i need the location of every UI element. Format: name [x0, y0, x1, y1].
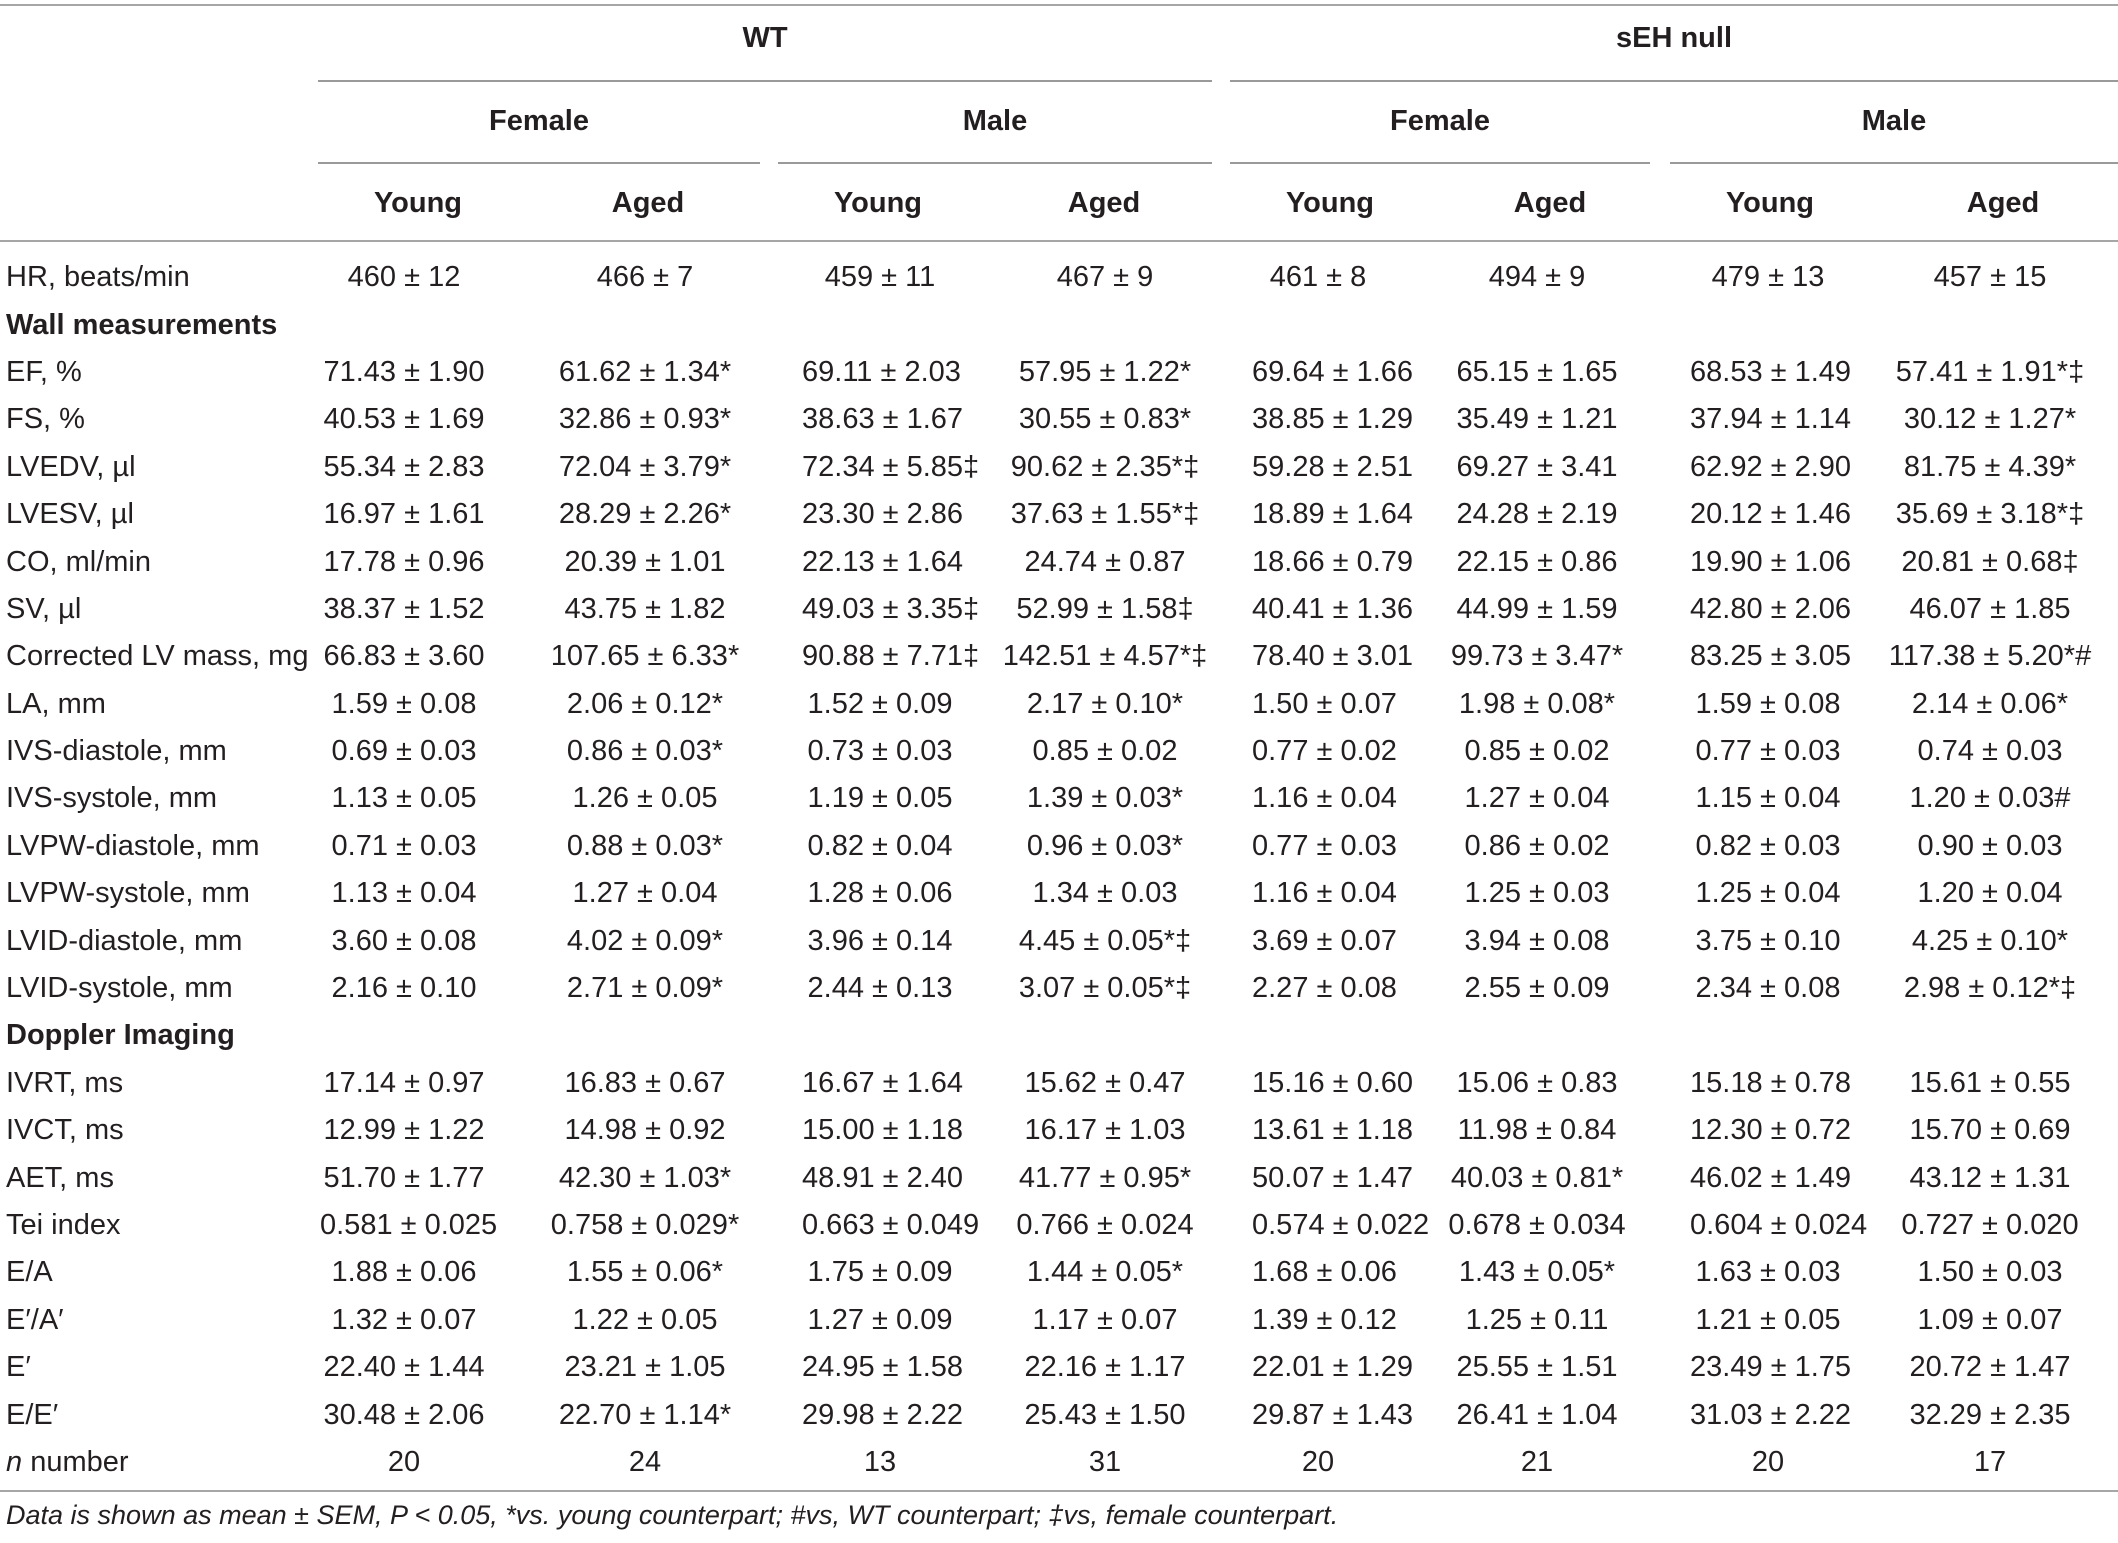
table-cell: 40.53 ± 1.69 — [323, 403, 485, 436]
row-label: CO, ml/min — [6, 545, 151, 578]
table-row — [0, 870, 2118, 917]
table-cell: 0.678 ± 0.034 — [1448, 1209, 1626, 1241]
section-heading: Wall measurements — [6, 308, 278, 341]
table-cell: 0.77 ± 0.03 — [1252, 829, 1397, 862]
table-cell: 20 — [1751, 1445, 1785, 1478]
table-cell: 23.21 ± 1.05 — [564, 1351, 726, 1384]
table-cell: 1.50 ± 0.03 — [1917, 1256, 2063, 1289]
table-cell: 107.65 ± 6.33* — [550, 640, 740, 673]
table-cell: 69.64 ± 1.66 — [1252, 355, 1414, 388]
table-cell: 2.44 ± 0.13 — [807, 972, 953, 1005]
table-row — [0, 917, 2118, 964]
table-cell: 69.11 ± 2.03 — [802, 355, 961, 388]
table-cell: 4.02 ± 0.09* — [566, 924, 724, 957]
table-cell: 38.63 ± 1.67 — [802, 403, 964, 436]
table-cell: 0.727 ± 0.020 — [1901, 1209, 2079, 1241]
age-header: Young — [373, 187, 463, 219]
table-row — [0, 1297, 2118, 1344]
table-cell: 22.13 ± 1.64 — [802, 545, 964, 578]
table-cell: 38.37 ± 1.52 — [323, 592, 485, 625]
row-label: IVS-systole, mm — [6, 782, 218, 815]
top-rule — [0, 4, 2118, 6]
sex-rule-wt-female — [318, 162, 760, 164]
table-cell: 467 ± 9 — [1056, 261, 1154, 294]
row-label: Tei index — [6, 1209, 121, 1241]
table-cell: 22.70 ± 1.14* — [558, 1398, 732, 1431]
table-cell: 0.69 ± 0.03 — [331, 735, 477, 768]
row-label: LVID-systole, mm — [6, 972, 233, 1005]
table-cell: 72.34 ± 5.85‡ — [802, 450, 980, 483]
row-label: FS, % — [6, 403, 85, 436]
table-cell: 0.74 ± 0.03 — [1917, 735, 2063, 768]
table-cell: 68.53 ± 1.49 — [1690, 355, 1852, 388]
section-heading: Doppler Imaging — [6, 1019, 235, 1052]
table-cell: 1.55 ± 0.06* — [566, 1256, 724, 1289]
table-cell: 0.766 ± 0.024 — [1016, 1209, 1194, 1241]
table-cell: 19.90 ± 1.06 — [1690, 545, 1852, 578]
table-row — [0, 349, 2118, 396]
table-cell: 29.87 ± 1.43 — [1252, 1398, 1414, 1431]
table-cell: 43.12 ± 1.31 — [1909, 1161, 2071, 1194]
table-cell: 0.77 ± 0.02 — [1252, 735, 1397, 768]
table-cell: 1.20 ± 0.04 — [1917, 877, 2063, 910]
row-label: E′/A′ — [6, 1303, 64, 1336]
section-spacer — [320, 1012, 2118, 1059]
table-cell: 1.50 ± 0.07 — [1252, 687, 1397, 720]
table-cell: 1.75 ± 0.09 — [807, 1256, 953, 1289]
table-cell: 1.39 ± 0.03* — [1026, 782, 1184, 815]
sex-rule-wt-male — [778, 162, 1212, 164]
table-cell: 46.07 ± 1.85 — [1909, 592, 2071, 625]
table-cell: 20.12 ± 1.46 — [1690, 498, 1852, 531]
table-cell: 494 ± 9 — [1488, 261, 1586, 294]
table-row — [0, 633, 2118, 680]
table-cell: 52.99 ± 1.58‡ — [1016, 592, 1194, 625]
table-cell: 2.06 ± 0.12* — [566, 687, 724, 720]
row-label: LVPW-systole, mm — [6, 877, 250, 910]
row-label: IVS-diastole, mm — [6, 735, 227, 768]
table-row — [0, 728, 2118, 775]
table-cell: 18.89 ± 1.64 — [1252, 498, 1414, 531]
table-cell: 1.22 ± 0.05 — [572, 1303, 718, 1336]
table-row — [0, 965, 2118, 1012]
table-cell: 0.758 ± 0.029* — [550, 1209, 740, 1241]
row-label: LA, mm — [6, 687, 106, 720]
table-cell: 61.62 ± 1.34* — [558, 355, 732, 388]
table-cell: 2.14 ± 0.06* — [1911, 687, 2069, 720]
table-cell: 1.28 ± 0.06 — [807, 877, 953, 910]
table-cell: 23.30 ± 2.86 — [802, 498, 964, 531]
table-cell: 1.19 ± 0.05 — [807, 782, 953, 815]
table-cell: 55.34 ± 2.83 — [323, 450, 485, 483]
table-cell: 40.41 ± 1.36 — [1252, 592, 1414, 625]
age-header: Young — [1285, 187, 1375, 219]
table-cell: 20.72 ± 1.47 — [1909, 1351, 2071, 1384]
table-row — [0, 1107, 2118, 1154]
table-cell: 90.88 ± 7.71‡ — [802, 640, 980, 673]
age-header: Aged — [1513, 187, 1587, 219]
table-cell: 21 — [1520, 1445, 1554, 1478]
section-row — [0, 301, 2118, 348]
table-cell: 15.16 ± 0.60 — [1252, 1066, 1414, 1099]
row-label: E/E′ — [6, 1398, 59, 1431]
table-cell: 1.43 ± 0.05* — [1458, 1256, 1616, 1289]
table-cell: 1.21 ± 0.05 — [1695, 1303, 1841, 1336]
table-cell: 2.27 ± 0.08 — [1252, 972, 1397, 1005]
row-label — [0, 1439, 320, 1486]
section-row — [0, 1012, 2118, 1059]
table-cell: 24 — [628, 1445, 662, 1478]
table-cell: 66.83 ± 3.60 — [323, 640, 485, 673]
table-cell: 44.99 ± 1.59 — [1456, 592, 1618, 625]
table-footnote: Data is shown as mean ± SEM, P < 0.05, *vs. young counterpart; #vs, WT counterpart; ‡vs, female counterpart. — [6, 1500, 1339, 1530]
table-cell: 0.85 ± 0.02 — [1464, 735, 1610, 768]
table-cell: 32.29 ± 2.35 — [1909, 1398, 2071, 1431]
table-cell: 37.94 ± 1.14 — [1690, 403, 1852, 436]
table-cell: 15.70 ± 0.69 — [1909, 1114, 2071, 1147]
table-row — [0, 1202, 2118, 1249]
table-row — [0, 1391, 2118, 1438]
table-cell: 1.59 ± 0.08 — [331, 687, 477, 720]
table-cell: 2.17 ± 0.10* — [1026, 687, 1184, 720]
table-cell: 57.41 ± 1.91*‡ — [1895, 355, 2085, 388]
table-cell: 15.18 ± 0.78 — [1690, 1066, 1852, 1099]
table-cell: 48.91 ± 2.40 — [802, 1161, 964, 1194]
table-cell: 1.09 ± 0.07 — [1917, 1303, 2063, 1336]
sex-header-seh-female: Female — [1390, 105, 1490, 137]
table-cell: 18.66 ± 0.79 — [1252, 545, 1414, 578]
row-label: LVEDV, µl — [6, 450, 136, 483]
table-cell: 1.13 ± 0.05 — [331, 782, 477, 815]
table-row — [0, 586, 2118, 633]
table-cell: 117.38 ± 5.20*# — [1888, 640, 2092, 673]
table-cell: 72.04 ± 3.79* — [558, 450, 732, 483]
table-cell: 25.43 ± 1.50 — [1024, 1398, 1186, 1431]
table-cell: 0.581 ± 0.025 — [320, 1209, 498, 1241]
row-label: SV, µl — [6, 592, 82, 625]
table-cell: 3.69 ± 0.07 — [1252, 924, 1397, 957]
row-label: LVESV, µl — [6, 498, 134, 531]
table-cell: 466 ± 7 — [596, 261, 694, 294]
table-cell: 1.26 ± 0.05 — [572, 782, 718, 815]
table-cell: 25.55 ± 1.51 — [1456, 1351, 1618, 1384]
row-label-italic: n — [6, 1445, 23, 1478]
table-row — [0, 538, 2118, 585]
table-cell: 1.63 ± 0.03 — [1695, 1256, 1841, 1289]
group-header-seh-null: sEH null — [1615, 22, 1732, 54]
table-cell: 0.604 ± 0.024 — [1690, 1209, 1868, 1241]
table-cell: 17 — [1973, 1445, 2007, 1478]
table-cell: 1.88 ± 0.06 — [331, 1256, 477, 1289]
table-cell: 1.39 ± 0.12 — [1252, 1303, 1397, 1336]
table-cell: 2.16 ± 0.10 — [331, 972, 477, 1005]
table-cell: 0.663 ± 0.049 — [802, 1209, 980, 1241]
table-cell: 0.77 ± 0.03 — [1695, 735, 1841, 768]
table-cell: 1.25 ± 0.03 — [1464, 877, 1610, 910]
table-cell: 0.96 ± 0.03* — [1026, 829, 1184, 862]
group-rule-seh-null — [1230, 80, 2118, 82]
group-header-wt: WT — [742, 22, 788, 54]
table-cell: 3.60 ± 0.08 — [331, 924, 477, 957]
row-label: E/A — [6, 1256, 53, 1289]
table-cell: 2.71 ± 0.09* — [566, 972, 724, 1005]
table-cell: 457 ± 15 — [1933, 261, 2047, 294]
table-cell: 30.12 ± 1.27* — [1903, 403, 2077, 436]
table-cell: 22.15 ± 0.86 — [1456, 545, 1618, 578]
row-label: IVCT, ms — [6, 1114, 124, 1147]
table-cell: 26.41 ± 1.04 — [1456, 1398, 1618, 1431]
table-cell: 1.27 ± 0.09 — [807, 1303, 953, 1336]
table-row — [0, 823, 2118, 870]
table-cell: 15.00 ± 1.18 — [802, 1114, 964, 1147]
row-label-rest: number — [22, 1445, 129, 1478]
table-cell: 15.61 ± 0.55 — [1909, 1066, 2071, 1099]
header-bottom-rule — [0, 240, 2118, 242]
table-cell: 1.16 ± 0.04 — [1252, 877, 1397, 910]
table-row — [0, 775, 2118, 822]
table-cell: 0.574 ± 0.022 — [1252, 1209, 1430, 1241]
table-cell: 71.43 ± 1.90 — [323, 355, 485, 388]
table-cell: 22.01 ± 1.29 — [1252, 1351, 1414, 1384]
table-cell: 17.78 ± 0.96 — [323, 545, 485, 578]
table-cell: 1.98 ± 0.08* — [1458, 687, 1616, 720]
age-header: Aged — [611, 187, 685, 219]
table-cell: 0.88 ± 0.03* — [566, 829, 724, 862]
table-cell: 41.77 ± 0.95* — [1018, 1161, 1192, 1194]
row-label: HR, beats/min — [6, 261, 190, 294]
row-label: E′ — [6, 1351, 31, 1384]
table-cell: 2.34 ± 0.08 — [1695, 972, 1841, 1005]
table-row — [0, 396, 2118, 443]
table-cell: 20.39 ± 1.01 — [564, 545, 726, 578]
table-cell: 40.03 ± 0.81* — [1450, 1161, 1624, 1194]
table-cell: 0.90 ± 0.03 — [1917, 829, 2063, 862]
table-row — [0, 1439, 2118, 1486]
table-cell: 1.44 ± 0.05* — [1026, 1256, 1184, 1289]
table-row — [0, 681, 2118, 728]
table-cell: 0.82 ± 0.04 — [807, 829, 953, 862]
table-cell: 479 ± 13 — [1711, 261, 1825, 294]
table-cell: 16.67 ± 1.64 — [802, 1066, 964, 1099]
table-cell: 2.98 ± 0.12*‡ — [1903, 972, 2077, 1005]
table-cell: 83.25 ± 3.05 — [1690, 640, 1852, 673]
table-cell: 31 — [1088, 1445, 1122, 1478]
table-cell: 32.86 ± 0.93* — [558, 403, 732, 436]
table-cell: 1.27 ± 0.04 — [1464, 782, 1610, 815]
age-header: Young — [1725, 187, 1815, 219]
table-cell: 12.99 ± 1.22 — [323, 1114, 485, 1147]
table-cell: 1.17 ± 0.07 — [1032, 1303, 1178, 1336]
table-cell: 3.75 ± 0.10 — [1695, 924, 1841, 957]
table-cell: 30.48 ± 2.06 — [323, 1398, 485, 1431]
table-row — [0, 1249, 2118, 1296]
table-cell: 1.15 ± 0.04 — [1695, 782, 1841, 815]
sex-rule-seh-male — [1670, 162, 2118, 164]
table-cell: 28.29 ± 2.26* — [558, 498, 732, 531]
table-cell: 3.96 ± 0.14 — [807, 924, 953, 957]
table-cell: 29.98 ± 2.22 — [802, 1398, 964, 1431]
row-label: EF, % — [6, 355, 82, 388]
section-spacer — [320, 301, 2118, 348]
table-cell: 3.94 ± 0.08 — [1464, 924, 1610, 957]
table-cell: 59.28 ± 2.51 — [1252, 450, 1414, 483]
table-cell: 22.16 ± 1.17 — [1024, 1351, 1186, 1384]
table-cell: 51.70 ± 1.77 — [323, 1161, 485, 1194]
table-cell: 49.03 ± 3.35‡ — [802, 592, 980, 625]
table-cell: 38.85 ± 1.29 — [1252, 403, 1414, 436]
table-cell: 16.17 ± 1.03 — [1024, 1114, 1186, 1147]
table-cell: 35.49 ± 1.21 — [1456, 403, 1618, 436]
table-cell: 12.30 ± 0.72 — [1690, 1114, 1852, 1147]
sex-rule-seh-female — [1230, 162, 1650, 164]
table-cell: 1.59 ± 0.08 — [1695, 687, 1841, 720]
row-label: AET, ms — [6, 1161, 114, 1194]
table-cell: 15.06 ± 0.83 — [1456, 1066, 1618, 1099]
table-cell: 42.80 ± 2.06 — [1690, 592, 1852, 625]
table-cell: 62.92 ± 2.90 — [1690, 450, 1852, 483]
table-cell: 2.55 ± 0.09 — [1464, 972, 1610, 1005]
table-cell: 0.86 ± 0.02 — [1464, 829, 1610, 862]
table-cell: 1.68 ± 0.06 — [1252, 1256, 1397, 1289]
data-table — [0, 254, 2118, 1486]
table-cell: 90.62 ± 2.35*‡ — [1010, 450, 1200, 483]
table-cell: 4.25 ± 0.10* — [1911, 924, 2069, 957]
table-row — [0, 1060, 2118, 1107]
sex-header-wt-male: Male — [962, 105, 1028, 137]
table-cell: 0.86 ± 0.03* — [566, 735, 724, 768]
table-cell: 16.83 ± 0.67 — [564, 1066, 726, 1099]
age-header: Aged — [1067, 187, 1141, 219]
sex-header-seh-male: Male — [1861, 105, 1927, 137]
table-cell: 42.30 ± 1.03* — [558, 1161, 732, 1194]
table-cell: 24.28 ± 2.19 — [1456, 498, 1618, 531]
table-cell: 37.63 ± 1.55*‡ — [1010, 498, 1200, 531]
row-label: LVPW-diastole, mm — [6, 829, 260, 862]
table-row — [0, 491, 2118, 538]
table-cell: 78.40 ± 3.01 — [1252, 640, 1414, 673]
table-cell: 35.69 ± 3.18*‡ — [1895, 498, 2085, 531]
table-cell: 459 ± 11 — [824, 261, 936, 294]
table-cell: 16.97 ± 1.61 — [323, 498, 485, 531]
table-cell: 11.98 ± 0.84 — [1457, 1114, 1617, 1147]
sex-header-wt-female: Female — [489, 105, 589, 137]
row-label: LVID-diastole, mm — [6, 924, 243, 957]
table-cell: 460 ± 12 — [347, 261, 461, 294]
table-row — [0, 254, 2118, 301]
table-cell: 461 ± 8 — [1269, 261, 1367, 294]
table-cell: 0.82 ± 0.03 — [1695, 829, 1841, 862]
table-cell: 99.73 ± 3.47* — [1450, 640, 1624, 673]
table-cell: 1.32 ± 0.07 — [331, 1303, 477, 1336]
table-cell: 43.75 ± 1.82 — [564, 592, 726, 625]
table-cell: 1.27 ± 0.04 — [572, 877, 718, 910]
table-row — [0, 1154, 2118, 1201]
table-cell: 3.07 ± 0.05*‡ — [1018, 972, 1192, 1005]
table-cell: 1.34 ± 0.03 — [1032, 877, 1178, 910]
table-cell: 20 — [387, 1445, 421, 1478]
table-cell: 1.25 ± 0.04 — [1695, 877, 1841, 910]
table-row — [0, 444, 2118, 491]
table-cell: 15.62 ± 0.47 — [1024, 1066, 1186, 1099]
table-cell: 0.85 ± 0.02 — [1032, 735, 1178, 768]
table-cell: 50.07 ± 1.47 — [1252, 1161, 1414, 1194]
table-cell: 69.27 ± 3.41 — [1456, 450, 1618, 483]
table-cell: 1.52 ± 0.09 — [807, 687, 953, 720]
table-row — [0, 1344, 2118, 1391]
group-rule-wt — [318, 80, 1212, 82]
table-cell: 24.74 ± 0.87 — [1024, 545, 1186, 578]
table-cell: 57.95 ± 1.22* — [1018, 355, 1192, 388]
table-cell: 1.16 ± 0.04 — [1252, 782, 1397, 815]
age-header: Aged — [1966, 187, 2040, 219]
table-bottom-rule — [0, 1490, 2118, 1492]
table-cell: 1.20 ± 0.03# — [1909, 782, 2071, 815]
table-cell: 24.95 ± 1.58 — [802, 1351, 964, 1384]
table-cell: 13 — [863, 1445, 897, 1478]
table-cell: 20.81 ± 0.68‡ — [1901, 545, 2079, 578]
table-cell: 23.49 ± 1.75 — [1690, 1351, 1852, 1384]
table-cell: 81.75 ± 4.39* — [1903, 450, 2077, 483]
table-cell: 14.98 ± 0.92 — [564, 1114, 726, 1147]
table-cell: 1.13 ± 0.04 — [331, 877, 477, 910]
table-cell: 30.55 ± 0.83* — [1018, 403, 1192, 436]
table-cell: 0.73 ± 0.03 — [807, 735, 953, 768]
table-cell: 4.45 ± 0.05*‡ — [1018, 924, 1192, 957]
table-cell: 1.25 ± 0.11 — [1465, 1303, 1609, 1336]
table-cell: 0.71 ± 0.03 — [331, 829, 477, 862]
table-cell: 31.03 ± 2.22 — [1690, 1398, 1852, 1431]
table-cell: 13.61 ± 1.18 — [1252, 1114, 1414, 1147]
table-cell: 65.15 ± 1.65 — [1456, 355, 1618, 388]
table-cell: 17.14 ± 0.97 — [323, 1066, 485, 1099]
table-cell: 20 — [1301, 1445, 1335, 1478]
table-cell: 46.02 ± 1.49 — [1690, 1161, 1852, 1194]
table-cell: 142.51 ± 4.57*‡ — [1002, 640, 1208, 673]
table-cell: 22.40 ± 1.44 — [323, 1351, 485, 1384]
age-header: Young — [833, 187, 923, 219]
row-label: Corrected LV mass, mg — [6, 640, 309, 673]
row-label: IVRT, ms — [6, 1066, 124, 1099]
